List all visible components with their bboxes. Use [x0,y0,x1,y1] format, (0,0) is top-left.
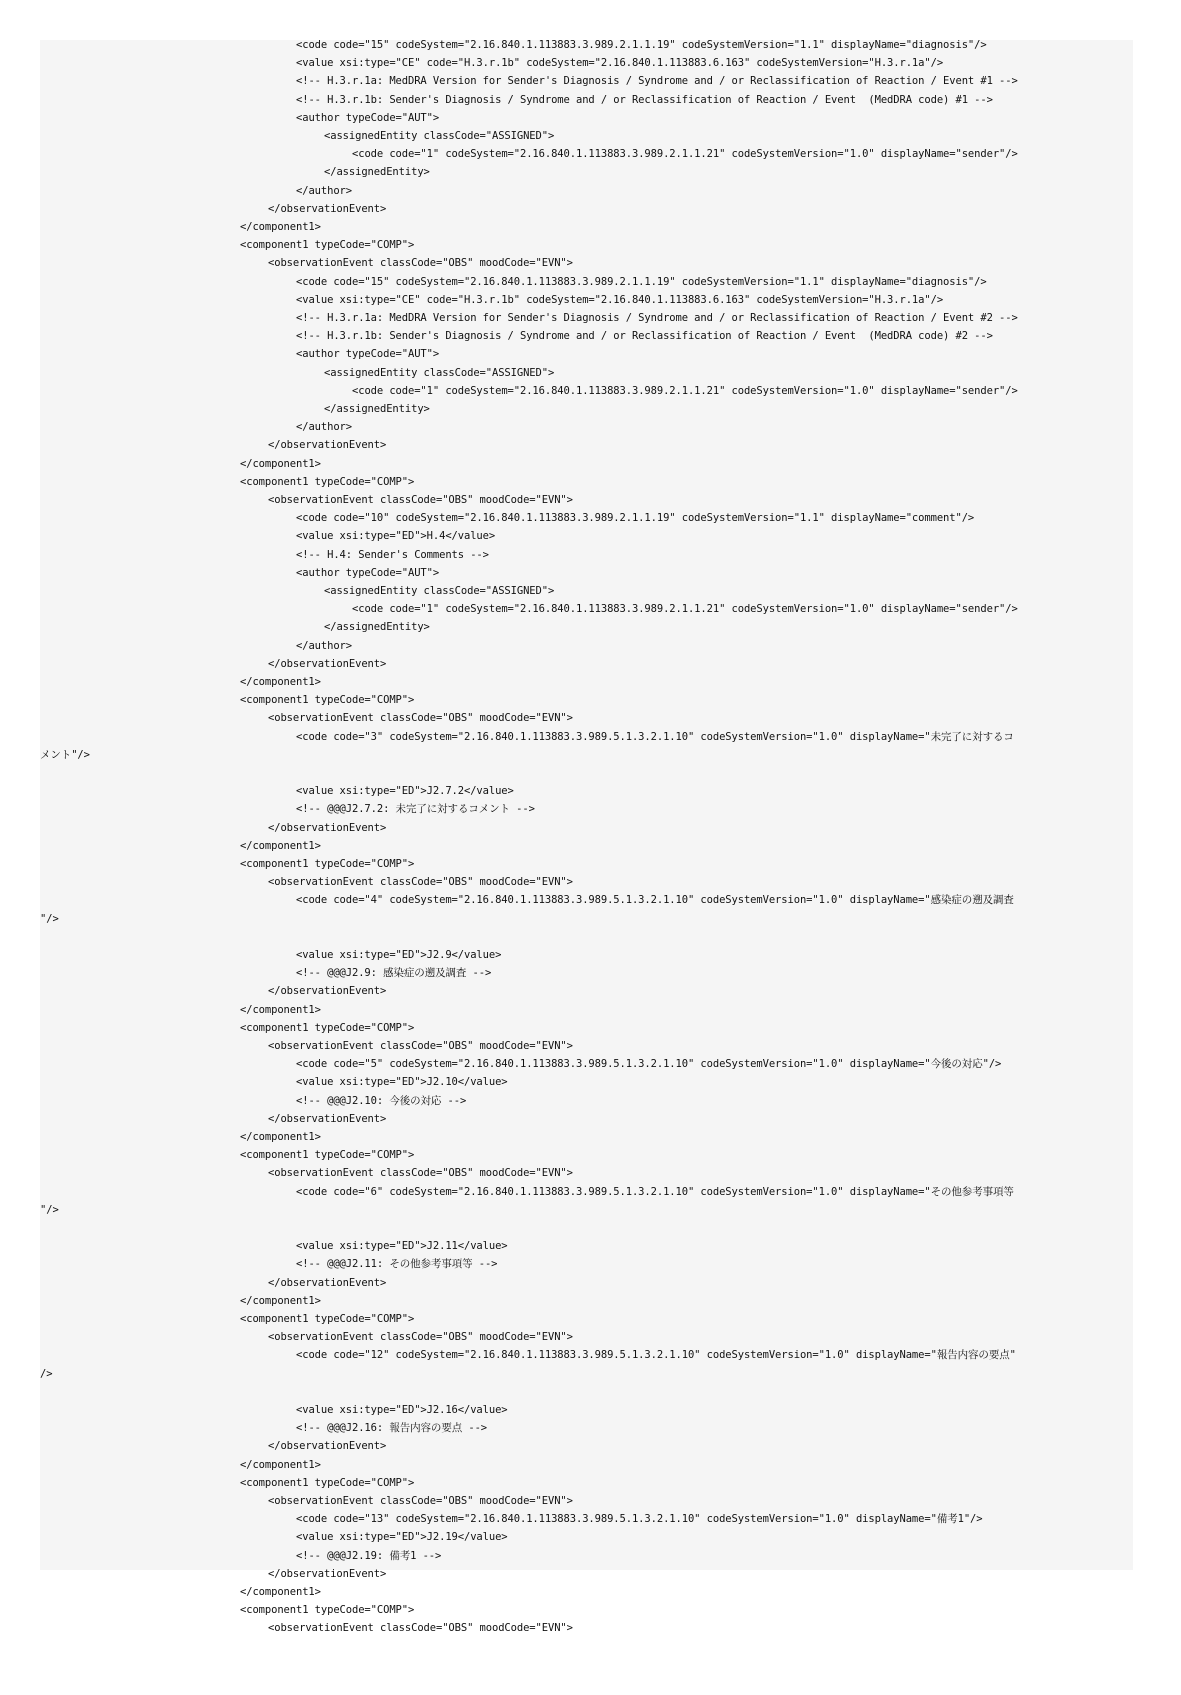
code-line: </component1> [240,1458,321,1471]
code-line: </author> [296,421,352,434]
code-line: <assignedEntity classCode="ASSIGNED"> [324,585,555,597]
code-line: <observationEvent classCode="OBS" moodCode="EVN"> [268,1495,573,1507]
code-line: <component1 typeCode="COMP"> [240,694,415,707]
code-line: <code code="1" codeSystem="2.16.840.1.113883.3.989.2.1.1.21" codeSystemVersion="1.0" displayName="sender"/> [352,148,1018,161]
code-line: <!-- @@@J2.19: 備考1 --> [296,1549,442,1562]
code-line: </component1> [240,839,321,852]
code-line: "/> [40,1203,59,1216]
code-line: </observationEvent> [268,1276,387,1289]
code-line: </observationEvent> [268,1440,387,1453]
code-line: <value xsi:type="ED">J2.19</value> [296,1531,508,1544]
code-line: <value xsi:type="ED">J2.11</value> [296,1240,508,1253]
code-line: <code code="15" codeSystem="2.16.840.1.113883.3.989.2.1.1.19" codeSystemVersion="1.1" displayName="diagnosis"/> [296,39,987,51]
code-line: <observationEvent classCode="OBS" moodCode="EVN"> [268,712,573,725]
code-line: メント"/> [40,748,90,761]
code-line: <value xsi:type="CE" code="H.3.r.1b" codeSystem="2.16.840.1.113883.6.163" codeSystemVersion="H.3.r.1a"/> [296,57,944,70]
code-line: <observationEvent classCode="OBS" moodCode="EVN"> [268,1331,573,1344]
code-line: <component1 typeCode="COMP"> [240,1021,415,1034]
code-line: <value xsi:type="CE" code="H.3.r.1b" codeSystem="2.16.840.1.113883.6.163" codeSystemVersion="H.3.r.1a"/> [296,293,944,306]
code-line: <author typeCode="AUT"> [296,348,440,361]
code-line: <code code="12" codeSystem="2.16.840.1.113883.3.989.5.1.3.2.1.10" codeSystemVersion="1.0" displayName="報告内容の要点" [296,1349,1016,1362]
code-line: <assignedEntity classCode="ASSIGNED"> [324,130,555,142]
code-line: </observationEvent> [268,657,387,670]
code-line: </observationEvent> [268,1567,387,1580]
code-line: <component1 typeCode="COMP"> [240,1604,415,1617]
code-line: </component1> [240,1131,321,1143]
code-line: </observationEvent> [268,1112,387,1125]
code-line: <code code="1" codeSystem="2.16.840.1.113883.3.989.2.1.1.21" codeSystemVersion="1.0" displayName="sender"/> [352,603,1018,616]
code-line: <observationEvent classCode="OBS" moodCode="EVN"> [268,257,573,270]
code-line: /> [40,1367,53,1380]
code-line: <assignedEntity classCode="ASSIGNED"> [324,366,555,379]
code-line: <!-- @@@J2.9: 感染症の遡及調査 --> [296,967,492,980]
code-line: <component1 typeCode="COMP"> [240,1149,415,1162]
code-line: <component1 typeCode="COMP"> [240,239,415,252]
code-line: <observationEvent classCode="OBS" moodCode="EVN"> [268,1167,573,1180]
code-line: </component1> [240,1003,321,1016]
code-line: <value xsi:type="ED">J2.9</value> [296,949,502,961]
code-line: <code code="13" codeSystem="2.16.840.1.113883.3.989.5.1.3.2.1.10" codeSystemVersion="1.0" displayName="備考1"/> [296,1513,983,1526]
code-line: <value xsi:type="ED">J2.7.2</value> [296,785,514,798]
code-line: </component1> [240,1294,321,1307]
code-line: <code code="5" codeSystem="2.16.840.1.113883.3.989.5.1.3.2.1.10" codeSystemVersion="1.0" displayName="今後の対応"/> [296,1058,1002,1071]
code-line: </component1> [240,676,321,688]
code-line: <code code="6" codeSystem="2.16.840.1.113883.3.989.5.1.3.2.1.10" codeSystemVersion="1.0" displayName="その他参考事項等 [296,1185,1014,1198]
code-line: <!-- H.3.r.1b: Sender's Diagnosis / Syndrome and / or Reclassification of Reaction / Event (MedDRA code) #2 --> [296,330,993,343]
code-line: <value xsi:type="ED">J2.10</value> [296,1076,508,1089]
code-line: <code code="10" codeSystem="2.16.840.1.113883.3.989.2.1.1.19" codeSystemVersion="1.1" displayName="comment"/> [296,512,975,525]
code-line: </observationEvent> [268,202,387,215]
code-line: <!-- H.3.r.1a: MedDRA Version for Sender's Diagnosis / Syndrome and / or Reclassification of Reaction / Event #1 --> [296,75,1018,88]
code-line: <observationEvent classCode="OBS" moodCode="EVN"> [268,1622,573,1635]
code-line: <author typeCode="AUT"> [296,111,440,124]
code-line: </component1> [240,221,321,233]
code-line: <!-- @@@J2.10: 今後の対応 --> [296,1094,467,1107]
code-line: </component1> [240,1586,321,1598]
code-line: </author> [296,184,352,197]
code-line: <component1 typeCode="COMP"> [240,858,415,870]
code-line: </observationEvent> [268,439,387,452]
code-line: <observationEvent classCode="OBS" moodCode="EVN"> [268,494,573,506]
code-line: <component1 typeCode="COMP"> [240,1476,415,1489]
code-line: <author typeCode="AUT"> [296,566,440,579]
code-line: </assignedEntity> [324,166,430,179]
code-line: <!-- @@@J2.7.2: 未完了に対するコメント --> [296,803,535,816]
code-line: <!-- @@@J2.16: 報告内容の要点 --> [296,1422,488,1435]
code-line: <component1 typeCode="COMP"> [240,475,415,488]
code-line: <value xsi:type="ED">H.4</value> [296,530,496,543]
code-line: <!-- H.3.r.1b: Sender's Diagnosis / Syndrome and / or Reclassification of Reaction / Event (MedDRA code) #1 --> [296,93,993,106]
code-line: <code code="1" codeSystem="2.16.840.1.113883.3.989.2.1.1.21" codeSystemVersion="1.0" displayName="sender"/> [352,384,1018,397]
code-line: <component1 typeCode="COMP"> [240,1313,415,1325]
code-line: </observationEvent> [268,821,387,834]
code-line: <code code="3" codeSystem="2.16.840.1.113883.3.989.5.1.3.2.1.10" codeSystemVersion="1.0" displayName="未完了に対するコ [296,730,1014,743]
code-line: <code code="4" codeSystem="2.16.840.1.113883.3.989.5.1.3.2.1.10" codeSystemVersion="1.0" displayName="感染症の遡及調査 [296,894,1014,907]
code-line: <observationEvent classCode="OBS" moodCode="EVN"> [268,876,573,889]
code-line: </observationEvent> [268,985,387,998]
code-line: <value xsi:type="ED">J2.16</value> [296,1404,508,1416]
code-line: </assignedEntity> [324,403,430,415]
code-line: </author> [296,639,352,652]
code-line: </assignedEntity> [324,621,430,634]
code-line: "/> [40,912,59,925]
code-line: <observationEvent classCode="OBS" moodCode="EVN"> [268,1040,573,1052]
code-line: <!-- @@@J2.11: その他参考事項等 --> [296,1258,498,1271]
code-line: <!-- H.3.r.1a: MedDRA Version for Sender's Diagnosis / Syndrome and / or Reclassification of Reaction / Event #2 --> [296,312,1018,324]
code-line: <code code="15" codeSystem="2.16.840.1.113883.3.989.2.1.1.19" codeSystemVersion="1.1" displayName="diagnosis"/> [296,275,987,288]
code-line: </component1> [240,457,321,470]
code-line: <!-- H.4: Sender's Comments --> [296,548,489,561]
